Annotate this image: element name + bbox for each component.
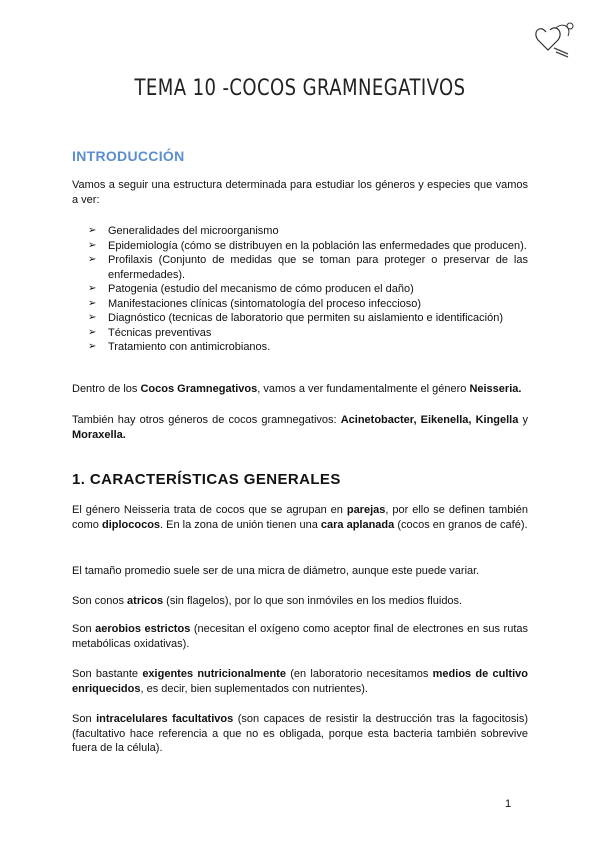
paragraph-aerobic: Son aerobios estrictos (necesitan el oxígeno como aceptor final de electrones en sus rutas metabólicas oxidativas).	[72, 623, 528, 650]
intro-lead: Vamos a seguir una estructura determinada para estudiar los géneros y especies que vamos a ver:	[72, 179, 528, 206]
page-title: TEMA 10 -COCOS GRAMNEGATIVOS	[134, 76, 466, 101]
list-item: ➢ Generalidades del microorganismo	[88, 225, 279, 237]
paragraph-diplococci: El género Neisseria trata de cocos que se agrupan en parejas, por ello se definen también como diplococos. En la zona de unión tienen una cara aplanada (cocos en granos de café).	[72, 504, 528, 531]
list-item: ➢ Manifestaciones clínicas (sintomatología del proceso infeccioso)	[88, 297, 422, 310]
arrow-bullet-icon: ➢	[88, 225, 97, 236]
topics-list	[88, 224, 528, 355]
list-item: ➢ Profilaxis (Conjunto de medidas que se toman para proteger o preservar de las enfermedades).	[88, 254, 528, 281]
paragraph-size: El tamaño promedio suele ser de una micra de diámetro, aunque este puede variar.	[72, 565, 480, 577]
paragraph-intracellular: Son intracelulares facultativos (son capaces de resistir la destrucción tras la fagocitosis) (facultativo hace referencia a que no es obligada, porque esta bacteria también sobrevive fuera de la célula).	[72, 713, 529, 754]
intro-paragraph-other-genera: También hay otros géneros de cocos gramnegativos: Acinetobacter, Eikenella, Kingella y Moraxella.	[72, 414, 529, 441]
arrow-bullet-icon: ➢	[88, 341, 97, 352]
intro-paragraph-genus: Dentro de los Cocos Gramnegativos, vamos a ver fundamentalmente el género Neisseria.	[72, 383, 522, 395]
arrow-bullet-icon: ➢	[88, 326, 97, 338]
section-heading-characteristics: 1. CARACTERÍSTICAS GENERALES	[72, 471, 341, 488]
arrow-bullet-icon: ➢	[88, 283, 97, 294]
arrow-bullet-icon: ➢	[88, 239, 97, 251]
intro-heading: INTRODUCCIÓN	[72, 148, 185, 164]
page-number: 1	[505, 798, 512, 810]
list-item: ➢ Epidemiología (cómo se distribuyen en la población las enfermedades que producen).	[88, 239, 527, 252]
arrow-bullet-icon: ➢	[88, 297, 97, 309]
arrow-bullet-icon: ➢	[88, 254, 97, 265]
list-item: ➢ Técnicas preventivas	[88, 326, 212, 339]
heart-logo-icon	[532, 18, 578, 64]
arrow-bullet-icon: ➢	[88, 312, 97, 323]
list-item: ➢ Diagnóstico (tecnicas de laboratorio que permiten su aislamiento e identificación)	[88, 312, 503, 324]
paragraph-motility: Son conos atricos (sin flagelos), por lo que son inmóviles en los medios fluidos.	[72, 595, 463, 607]
list-item: ➢ Tratamiento con antimicrobianos.	[88, 341, 271, 353]
paragraph-nutrition: Son bastante exigentes nutricionalmente (en laboratorio necesitamos medios de cultivo enriquecidos, es decir, bien suplementados con nutrientes).	[72, 668, 528, 695]
list-item: ➢ Patogenia (estudio del mecanismo de cómo producen el daño)	[88, 283, 414, 295]
